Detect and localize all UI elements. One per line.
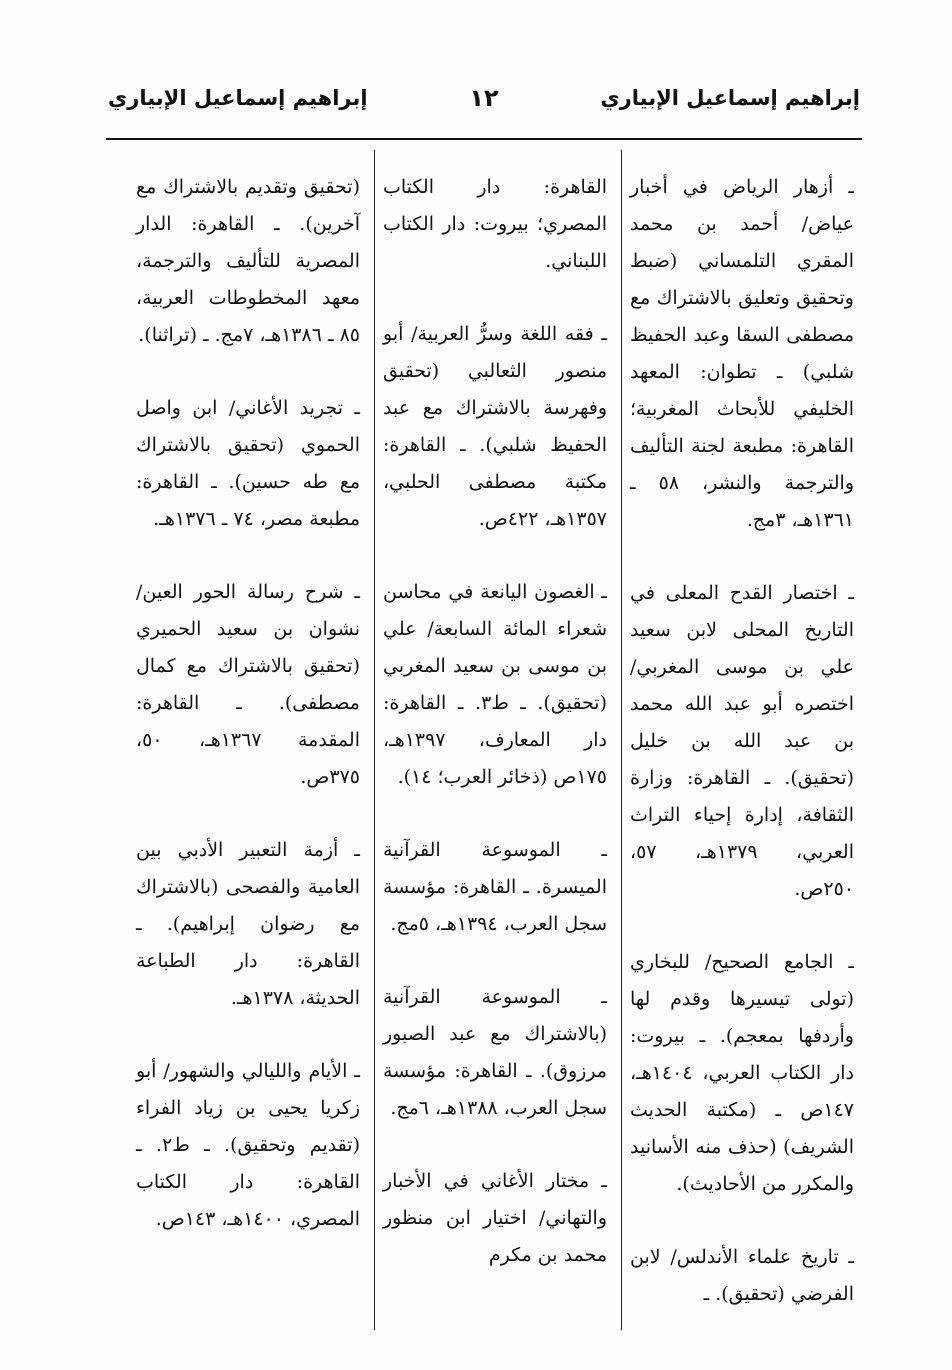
column-divider bbox=[368, 150, 375, 1330]
entry: القاهرة: دار الكتاب المصري؛ بيروت: دار الكتاب اللبناني. bbox=[383, 176, 607, 272]
header-rule bbox=[106, 138, 862, 140]
column-middle bbox=[375, 150, 615, 1330]
entry: ـ أزمة التعبير الأدبي بين العامية والفصحى (بالاشتراك مع رضوان إبراهيم). ـ القاهرة: دار الطباعة الحديثة، ١٣٧٨هـ. bbox=[136, 839, 360, 1009]
column-left bbox=[128, 150, 368, 1330]
entry: ـ الأيام والليالي والشهور/ أبو زكريا يحيى بن زياد الفراء (تقديم وتحقيق). ـ ط٢. ـ القاهرة: دار الكتاب المصري، ١٤٠٠هـ، ١٤٣ص. bbox=[136, 1060, 360, 1230]
column-divider bbox=[615, 150, 622, 1330]
entry: ـ مختار الأغاني في الأخبار والتهاني/ اختيار ابن منظور محمد بن مكرم bbox=[383, 1170, 607, 1266]
column-right bbox=[622, 150, 862, 1330]
entry: ـ الغصون اليانعة في محاسن شعراء المائة السابعة/ علي بن موسى بن سعيد المغربي (تحقيق). ـ ط٣. ـ القاهرة: دار المعارف، ١٣٩٧هـ، ١٧٥ص (ذخائر العرب؛ ١٤). bbox=[383, 581, 607, 788]
running-head-left: إبراهيم إسماعيل الإبياري bbox=[108, 86, 368, 110]
entry: ـ تجريد الأغاني/ ابن واصل الحموي (تحقيق بالاشتراك مع طه حسين). ـ القاهرة: مطبعة مصر، ٧٤ ـ ١٣٧٦هـ. bbox=[136, 397, 360, 530]
running-head-right: إبراهيم إسماعيل الإبياري bbox=[600, 86, 860, 110]
bibliography-columns bbox=[106, 150, 862, 1330]
page-number: ١٢ bbox=[469, 84, 499, 112]
entry: ـ اختصار القدح المعلى في التاريخ المحلى لابن سعيد علي بن موسى المغربي/ اختصره أبو عبد الله محمد بن عبد الله بن خليل (تحقيق). ـ القاهرة: وزارة الثقافة، إدارة إحياء التراث العربي، ١٣٧٩هـ، ٥٧، ٢٥٠ص. bbox=[630, 582, 854, 900]
page-header bbox=[108, 80, 860, 130]
entry: ـ الموسوعة القرآنية (بالاشتراك مع عبد الصبور مرزوق). ـ القاهرة: مؤسسة سجل العرب، ١٣٨٨هـ، ٦مج. bbox=[383, 986, 607, 1119]
entry: ـ الجامع الصحيح/ للبخاري (تولى تيسيرها وقدم لها وأردفها بمعجم). ـ بيروت: دار الكتاب العربي، ١٤٠٤هـ، ١٤٧ص ـ (مكتبة الحديث الشريف) (حذف منه الأسانيد والمكرر من الأحاديث). bbox=[630, 951, 854, 1195]
entry: ـ شرح رسالة الحور العين/ نشوان بن سعيد الحميري (تحقيق بالاشتراك مع كمال مصطفى). ـ القاهرة: المقدمة ١٣٦٧هـ، ٥٠، ٣٧٥ص. bbox=[136, 581, 360, 788]
entry: ـ الموسوعة القرآنية الميسرة. ـ القاهرة: مؤسسة سجل العرب، ١٣٩٤هـ، ٥مج. bbox=[383, 839, 607, 935]
entry: ـ تاريخ علماء الأندلس/ لابن الفرضي (تحقيق). ـ bbox=[630, 1246, 854, 1305]
entry: (تحقيق وتقديم بالاشتراك مع آخرين). ـ القاهرة: الدار المصرية للتأليف والترجمة، معهد المخطوطات العربية، ٨٥ ـ ١٣٨٦هـ، ٧مج. ـ (تراثنا). bbox=[136, 176, 360, 346]
entry: ـ فقه اللغة وسرُّ العربية/ أبو منصور الثعالبي (تحقيق وفهرسة بالاشتراك مع عبد الحفيظ شلبي). ـ القاهرة: مكتبة مصطفى الحلبي، ١٣٥٧هـ، ٤٢٢ص. bbox=[383, 323, 607, 530]
entry: ـ أزهار الرياض في أخبار عياض/ أحمد بن محمد المقري التلمساني (ضبط وتحقيق وتعليق بالاشتراك مع مصطفى السقا وعبد الحفيظ شلبي) ـ تطوان: المعهد الخليفي للأبحاث المغربية؛ القاهرة: مطبعة لجنة التأليف والترجمة والنشر، ٥٨ ـ ١٣٦١هـ، ٣مج. bbox=[630, 176, 855, 531]
